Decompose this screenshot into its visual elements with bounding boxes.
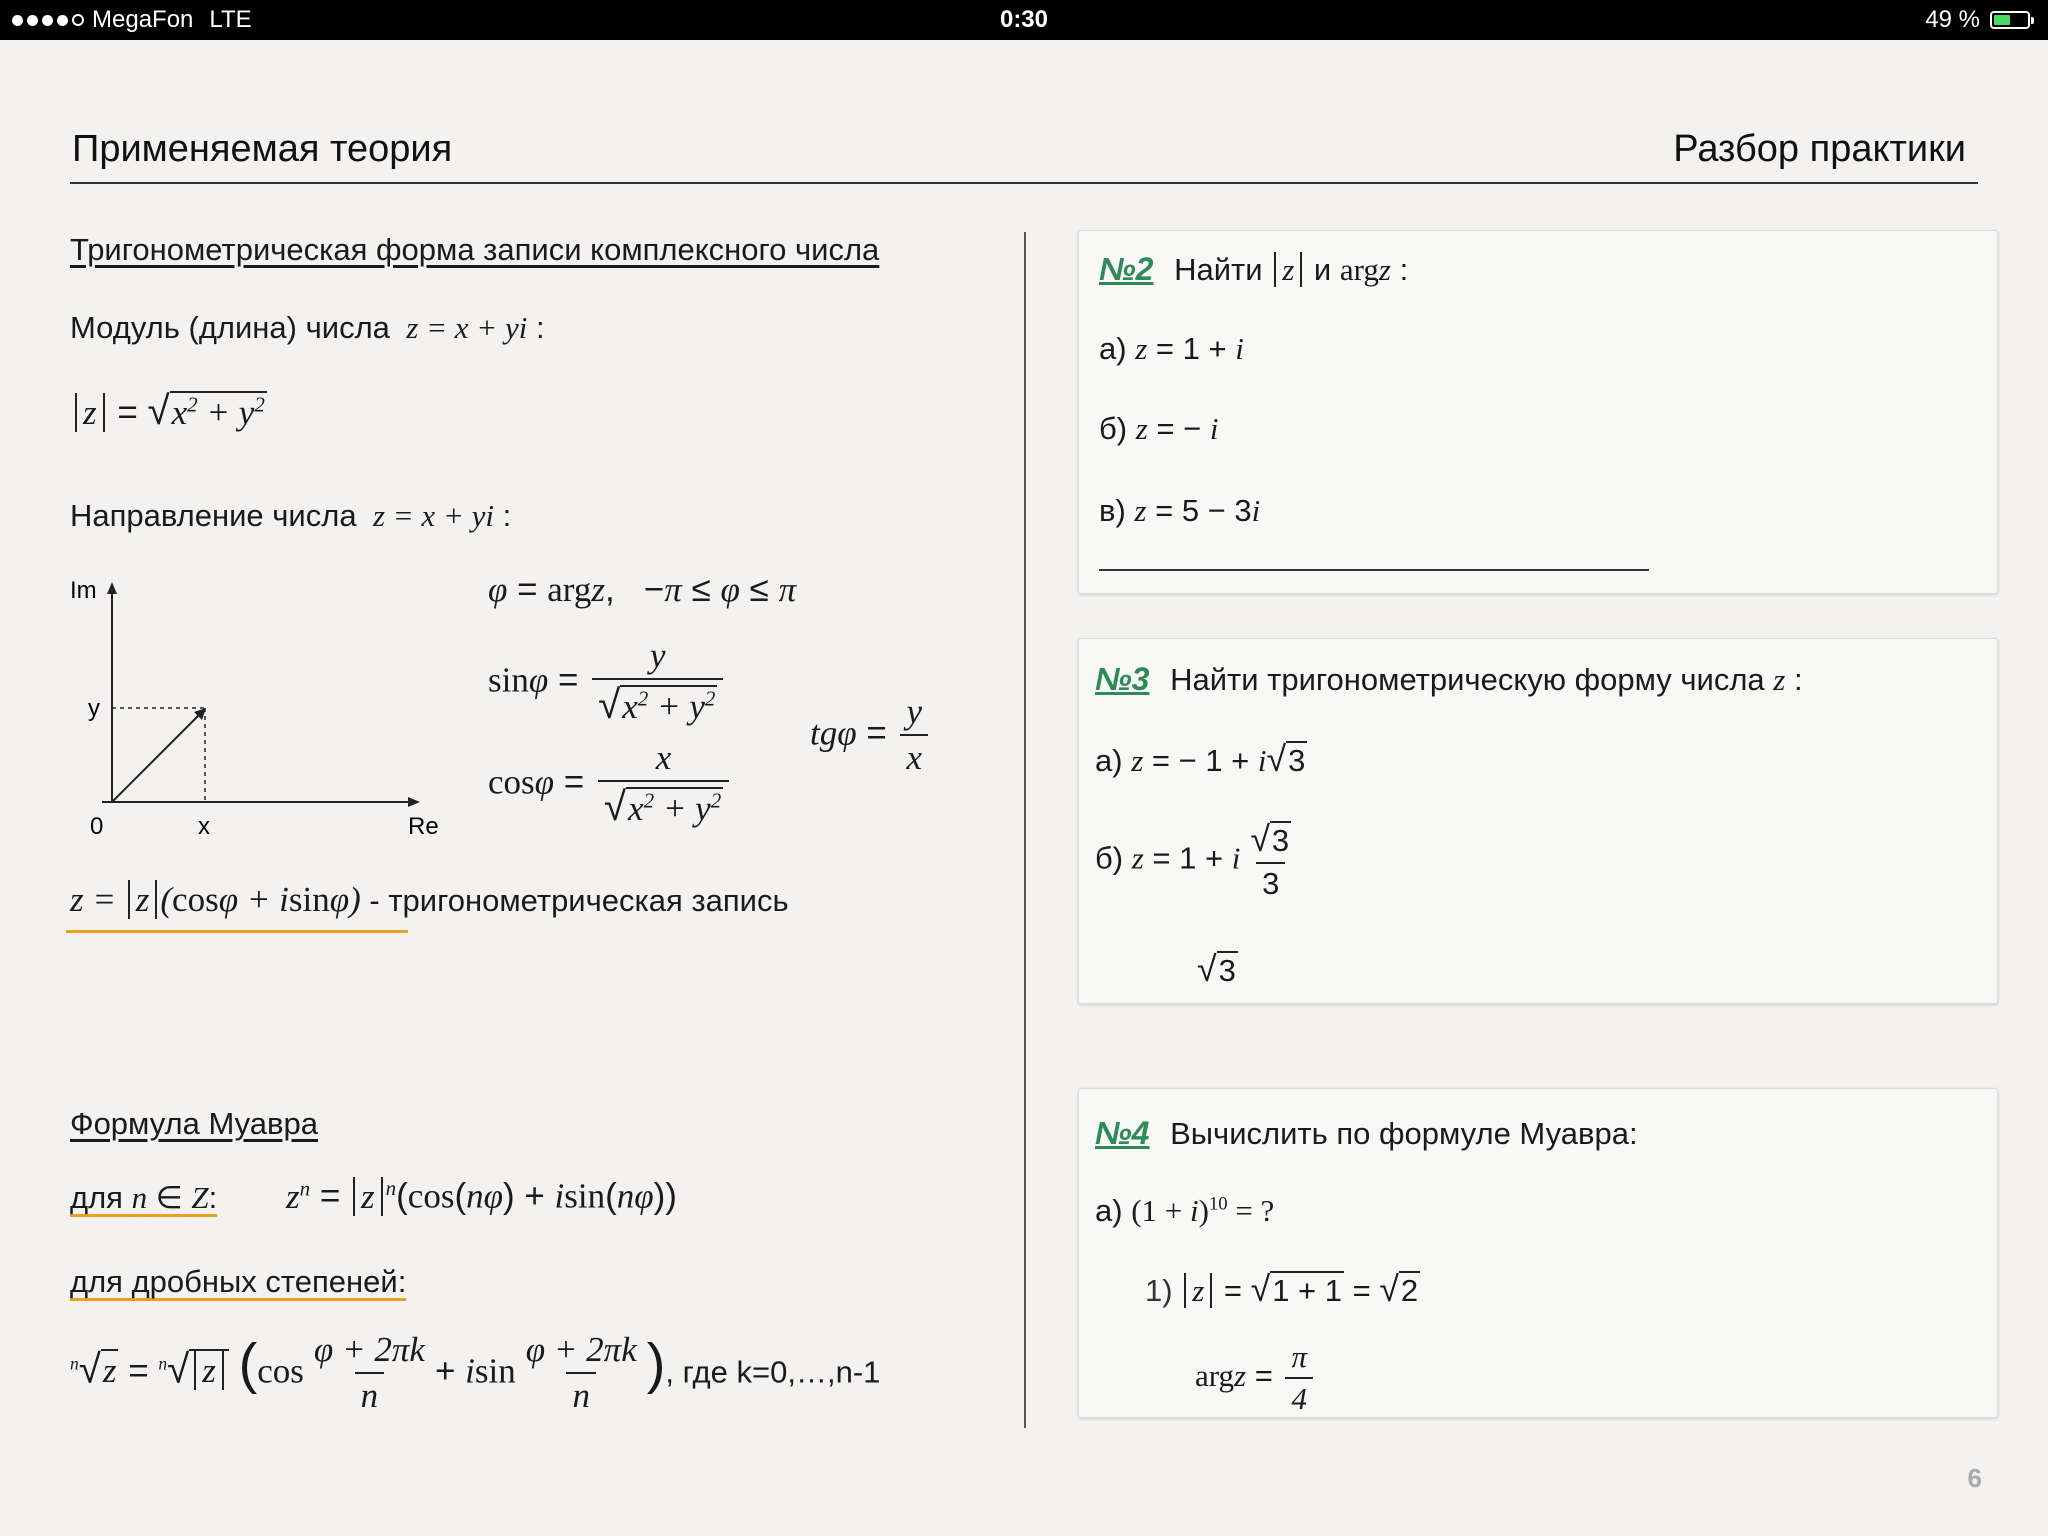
problem-2-number[interactable]: №2: [1099, 251, 1154, 287]
trig-record-line: z = z (cosφ + isinφ) - тригонометрическая запись: [70, 880, 789, 919]
re-axis-arrow-icon: [408, 797, 420, 807]
for-fraction-label: для дробных степеней:: [70, 1264, 407, 1299]
problem-4-title: №4 Вычислить по формуле Муавра:: [1095, 1115, 1638, 1151]
trig-form-title: Тригонометрическая форма записи комплексного числа: [70, 232, 880, 267]
battery-icon: [1990, 11, 2030, 29]
moivre-integer-line: [70, 1180, 217, 1216]
trig-record-suffix: - тригонометрическая запись: [369, 883, 789, 918]
re-label: Re: [408, 813, 439, 840]
problem-2-title: №2 Найти z и argz :: [1099, 251, 1409, 287]
modulus-line: [70, 310, 545, 346]
problem-2-item-b: б) z = − i: [1099, 411, 1219, 446]
problem-2-item-a: а) z = 1 + i: [1099, 331, 1244, 366]
battery-percent: 49 %: [1925, 6, 1980, 33]
clock: 0:30: [999, 6, 1049, 33]
arg-formula: φ = argz, −π ≤ φ ≤ π: [488, 570, 797, 609]
colon: :: [535, 310, 545, 345]
moivre-integer-formula: $z^n = z$ $^n$(cos(nφ) + isin(nφ)): [286, 1176, 677, 1216]
theory-header: Применяемая теория: [72, 128, 453, 170]
network-type: LTE: [209, 6, 252, 33]
problem-3-title: №3 Найти тригонометрическую форму числа z :: [1095, 661, 1803, 697]
problem-4-step-1: 1) z = √1 + 1 = √2: [1145, 1269, 1419, 1309]
carrier-name: MegaFon: [92, 6, 194, 33]
practice-header: Разбор практики: [1673, 128, 1966, 170]
z-equals-x-plus-yi: z = x + yi: [398, 310, 528, 345]
problem-4-item-a: а) $(1 + i)^{10}$ = ?: [1095, 1193, 1275, 1228]
modulus-label: Модуль (длина) числа: [70, 310, 390, 345]
direction-label: Направление числа: [70, 498, 357, 533]
problem-3-number[interactable]: №3: [1095, 661, 1150, 697]
problem-4-card: [1078, 1088, 1998, 1418]
page-number: 6: [1967, 1463, 1982, 1493]
problem-4-number[interactable]: №4: [1095, 1115, 1150, 1151]
moivre-title: Формула Муавра: [70, 1106, 318, 1141]
problem-3-card: [1078, 638, 1998, 1004]
im-axis-arrow-icon: [107, 582, 117, 594]
status-bar: [0, 0, 2048, 40]
problem-3-item-a: а) z = − 1 + i√3: [1095, 739, 1306, 779]
sin-formula: sinφ = $\frac{y}{√x^2 + y^2}$: [488, 636, 727, 728]
direction-line: Направление числа z = x + yi :: [70, 498, 512, 533]
problem-2-item-c: в) z = 5 − 3i: [1099, 493, 1261, 528]
vector-line: [112, 714, 200, 802]
cos-formula: cosφ = $\frac{x}{√x^2 + y^2}$: [488, 738, 733, 830]
where-k: , где k=0,…,n-1: [665, 1354, 881, 1390]
for-integer-label: для n ∈ Z:: [70, 1180, 218, 1215]
complex-plane-diagram: [60, 570, 460, 850]
column-divider: [1024, 232, 1026, 1428]
problem-4-arg-line: argz = $\frac{\pi}{4}$: [1195, 1339, 1317, 1409]
x-label: x: [198, 813, 210, 840]
origin-label: 0: [90, 813, 104, 840]
y-label: y: [88, 695, 100, 722]
problem-2-card: [1078, 230, 1998, 594]
modulus-formula: $z = √x^2 + y^2$: [72, 388, 267, 434]
problem-2-answer-line: [1099, 569, 1649, 571]
tg-formula: tgφ = $\frac{y}{x}$: [810, 692, 932, 778]
problem-3-item-b: б) z = 1 + i $\frac{√3}{3}$: [1095, 819, 1290, 901]
header-divider: [70, 182, 1978, 184]
im-label: Im: [70, 577, 97, 604]
moivre-root-formula: $^n$√z = $^n$√ z (cos $\frac{\varphi + 2\pi k}{n}$ + isin $\frac{\varphi + 2\pi k}{n}$ ), где k=0,…,n-1: [70, 1330, 881, 1415]
trig-form-underline: [66, 930, 408, 933]
problem-3-cut-off-sqrt3: √3: [1197, 949, 1236, 989]
